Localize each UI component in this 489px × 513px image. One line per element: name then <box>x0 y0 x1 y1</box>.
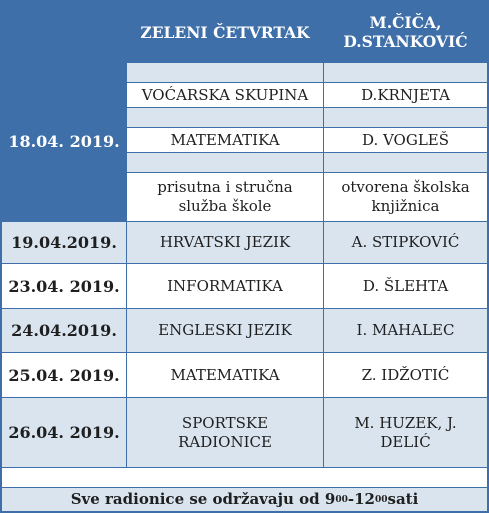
teacher-cell: A. STIPKOVIĆ <box>324 222 487 263</box>
activity-cell: INFORMATIKA <box>127 264 323 308</box>
footer-suffix: sati <box>387 490 419 508</box>
row-divider <box>126 82 489 83</box>
activity-cell <box>127 173 323 221</box>
row-divider <box>0 352 489 353</box>
activity-line: prisutna i stručna <box>157 178 293 196</box>
teacher-line: DELIĆ <box>380 432 431 451</box>
spacer-row-activity <box>127 153 323 172</box>
row-divider <box>126 152 489 153</box>
teacher-cell <box>324 173 487 221</box>
footer-prefix: Sve radionice se održavaju od 9 <box>70 490 336 508</box>
spacer-row-teacher <box>324 108 487 127</box>
row-divider <box>0 221 489 222</box>
table-border-top <box>0 0 489 2</box>
activity-line: služba škole <box>178 197 272 215</box>
row-divider <box>0 308 489 309</box>
teacher-cell: D.KRNJETA <box>324 83 487 107</box>
header-teacher-line2: D.STANKOVIĆ <box>343 32 468 51</box>
teacher-cell: I. MAHALEC <box>324 309 487 352</box>
activity-cell: MATEMATIKA <box>127 128 323 152</box>
spacer-row-teacher <box>324 153 487 172</box>
row-divider <box>126 127 489 128</box>
table-border-left <box>0 0 2 513</box>
teacher-cell <box>324 398 487 467</box>
activity-line: RADIONICE <box>178 432 272 451</box>
row-divider <box>0 487 489 488</box>
spacer-row-activity <box>127 63 323 82</box>
teacher-cell: Z. IDŽOTIĆ <box>324 353 487 397</box>
row-divider <box>0 263 489 264</box>
date-cell: 19.04.2019. <box>2 222 126 263</box>
teacher-cell: D. VOGLEŠ <box>324 128 487 152</box>
teacher-line: otvorena školska <box>341 178 470 196</box>
date-cell: 25.04. 2019. <box>2 353 126 397</box>
footer-note: Sve radionice se održavaju od 9 00 -12 00 sati <box>2 488 487 511</box>
activity-cell: HRVATSKI JEZIK <box>127 222 323 263</box>
header-corner <box>2 2 126 62</box>
row-divider <box>0 467 489 468</box>
teacher-cell: D. ŠLEHTA <box>324 264 487 308</box>
spacer-row-activity <box>127 108 323 127</box>
date-cell: 23.04. 2019. <box>2 264 126 308</box>
teacher-line: knjižnica <box>371 197 440 215</box>
row-divider <box>126 107 489 108</box>
date-cell: 24.04.2019. <box>2 309 126 352</box>
footer-mid: -12 <box>347 490 375 508</box>
row-divider <box>126 62 489 63</box>
header-teacher <box>324 2 487 62</box>
teacher-line: M. HUZEK, J. <box>354 413 457 432</box>
row-divider <box>126 172 489 173</box>
activity-cell <box>127 398 323 467</box>
date-cell: 26.04. 2019. <box>2 398 126 467</box>
activity-cell: MATEMATIKA <box>127 353 323 397</box>
header-teacher-line1: M.ČIČA, <box>369 13 442 32</box>
header-activity: ZELENI ČETVRTAK <box>127 2 323 62</box>
date-cell-18-04: 18.04. 2019. <box>2 62 126 221</box>
spacer-row-teacher <box>324 63 487 82</box>
activity-cell: ENGLESKI JEZIK <box>127 309 323 352</box>
row-divider <box>0 397 489 398</box>
activity-cell: VOĆARSKA SKUPINA <box>127 83 323 107</box>
activity-line: SPORTSKE <box>181 413 269 432</box>
